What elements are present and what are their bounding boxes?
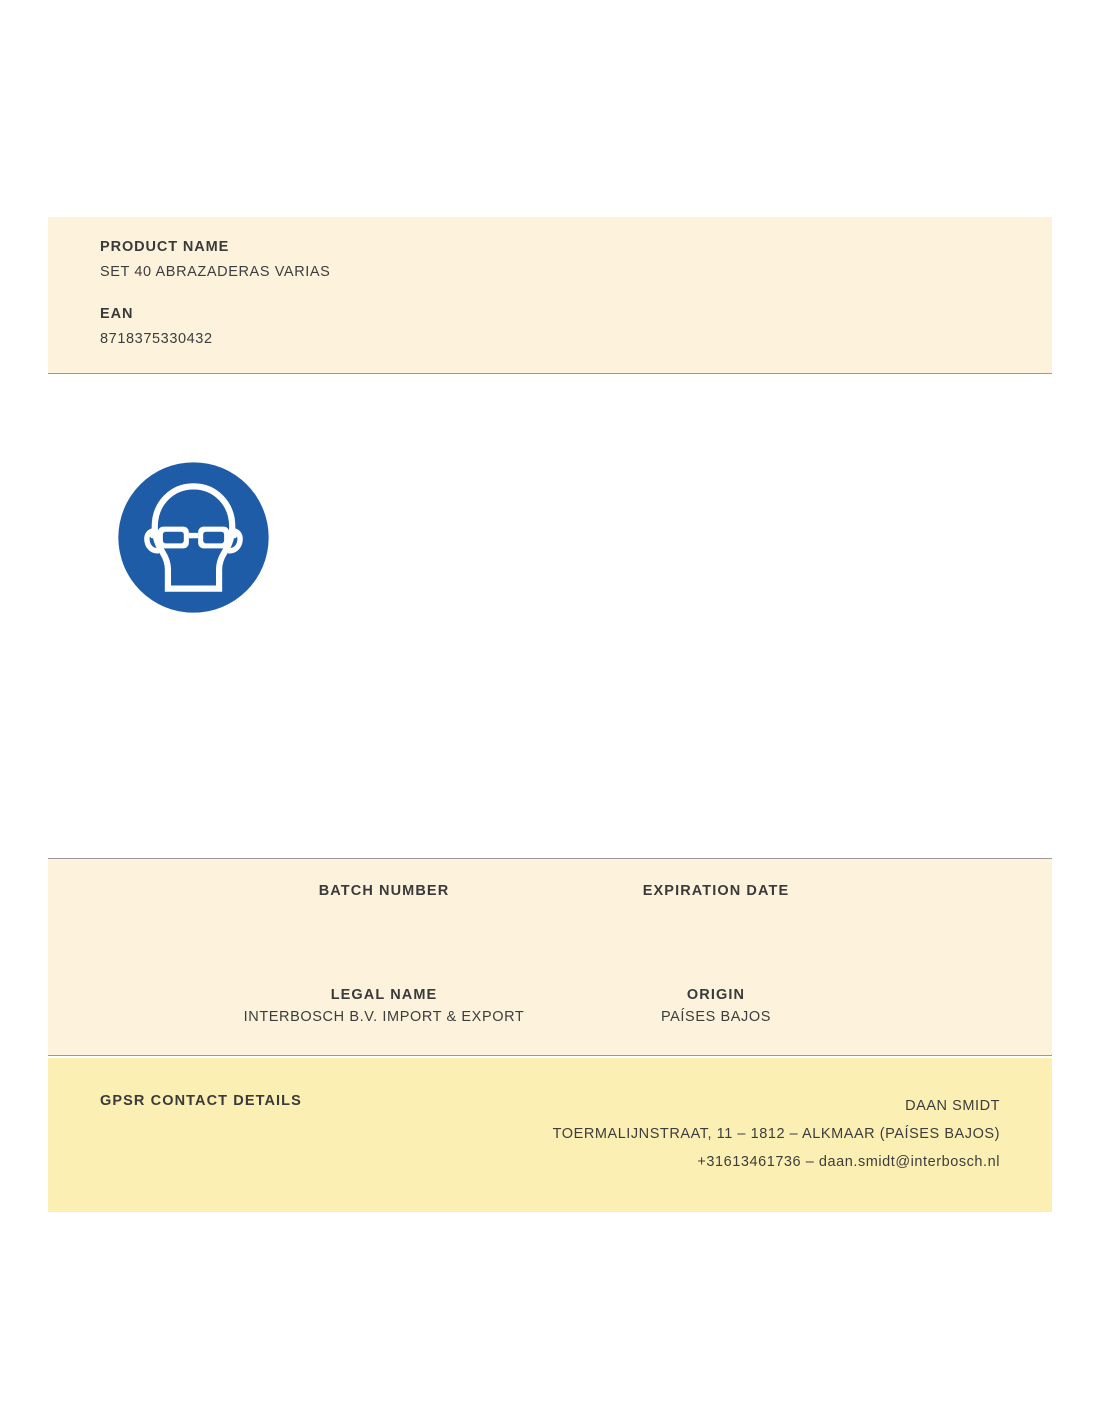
ean-value: 8718375330432 (100, 331, 213, 347)
details-spacer (48, 883, 218, 923)
product-info-block (48, 217, 1052, 374)
gpsr-contact-address: TOERMALIJNSTRAAT, 11 – 1812 – ALKMAAR (PAÍSES BAJOS) (552, 1126, 1000, 1142)
gpsr-contact-block (48, 1058, 1052, 1212)
origin-value: PAÍSES BAJOS (660, 1009, 772, 1025)
batch-number-cell (218, 883, 550, 923)
gpsr-contact-lines (553, 1092, 1000, 1176)
details-row-legal (48, 987, 1052, 1027)
details-row-batch (48, 883, 1052, 923)
details-block (48, 858, 1052, 1056)
expiration-date-cell (550, 883, 882, 923)
batch-number-value (230, 905, 538, 923)
wear-eye-protection-icon (116, 460, 271, 615)
details-spacer-2 (48, 987, 218, 1027)
legal-name-value: INTERBOSCH B.V. IMPORT & EXPORT (243, 1009, 525, 1025)
details-spacer-right-2 (882, 987, 1052, 1027)
origin-cell (550, 987, 882, 1027)
gpsr-contact-phone-email: +31613461736 – daan.smidt@interbosch.nl (697, 1154, 1000, 1170)
expiration-date-value (562, 905, 870, 923)
origin-label: ORIGIN (686, 987, 746, 1003)
product-name-value: SET 40 ABRAZADERAS VARIAS (100, 264, 331, 280)
details-spacer-right (882, 883, 1052, 923)
gpsr-contact-name: DAAN SMIDT (905, 1098, 1000, 1114)
gpsr-contact-label: GPSR CONTACT DETAILS (100, 1093, 302, 1109)
product-name-label: PRODUCT NAME (100, 239, 230, 255)
pictogram-area (48, 400, 1052, 858)
batch-number-label: BATCH NUMBER (318, 883, 450, 899)
legal-name-label: LEGAL NAME (330, 987, 438, 1003)
expiration-date-label: EXPIRATION DATE (642, 883, 790, 899)
legal-name-cell (218, 987, 550, 1027)
ean-label: EAN (100, 306, 134, 322)
